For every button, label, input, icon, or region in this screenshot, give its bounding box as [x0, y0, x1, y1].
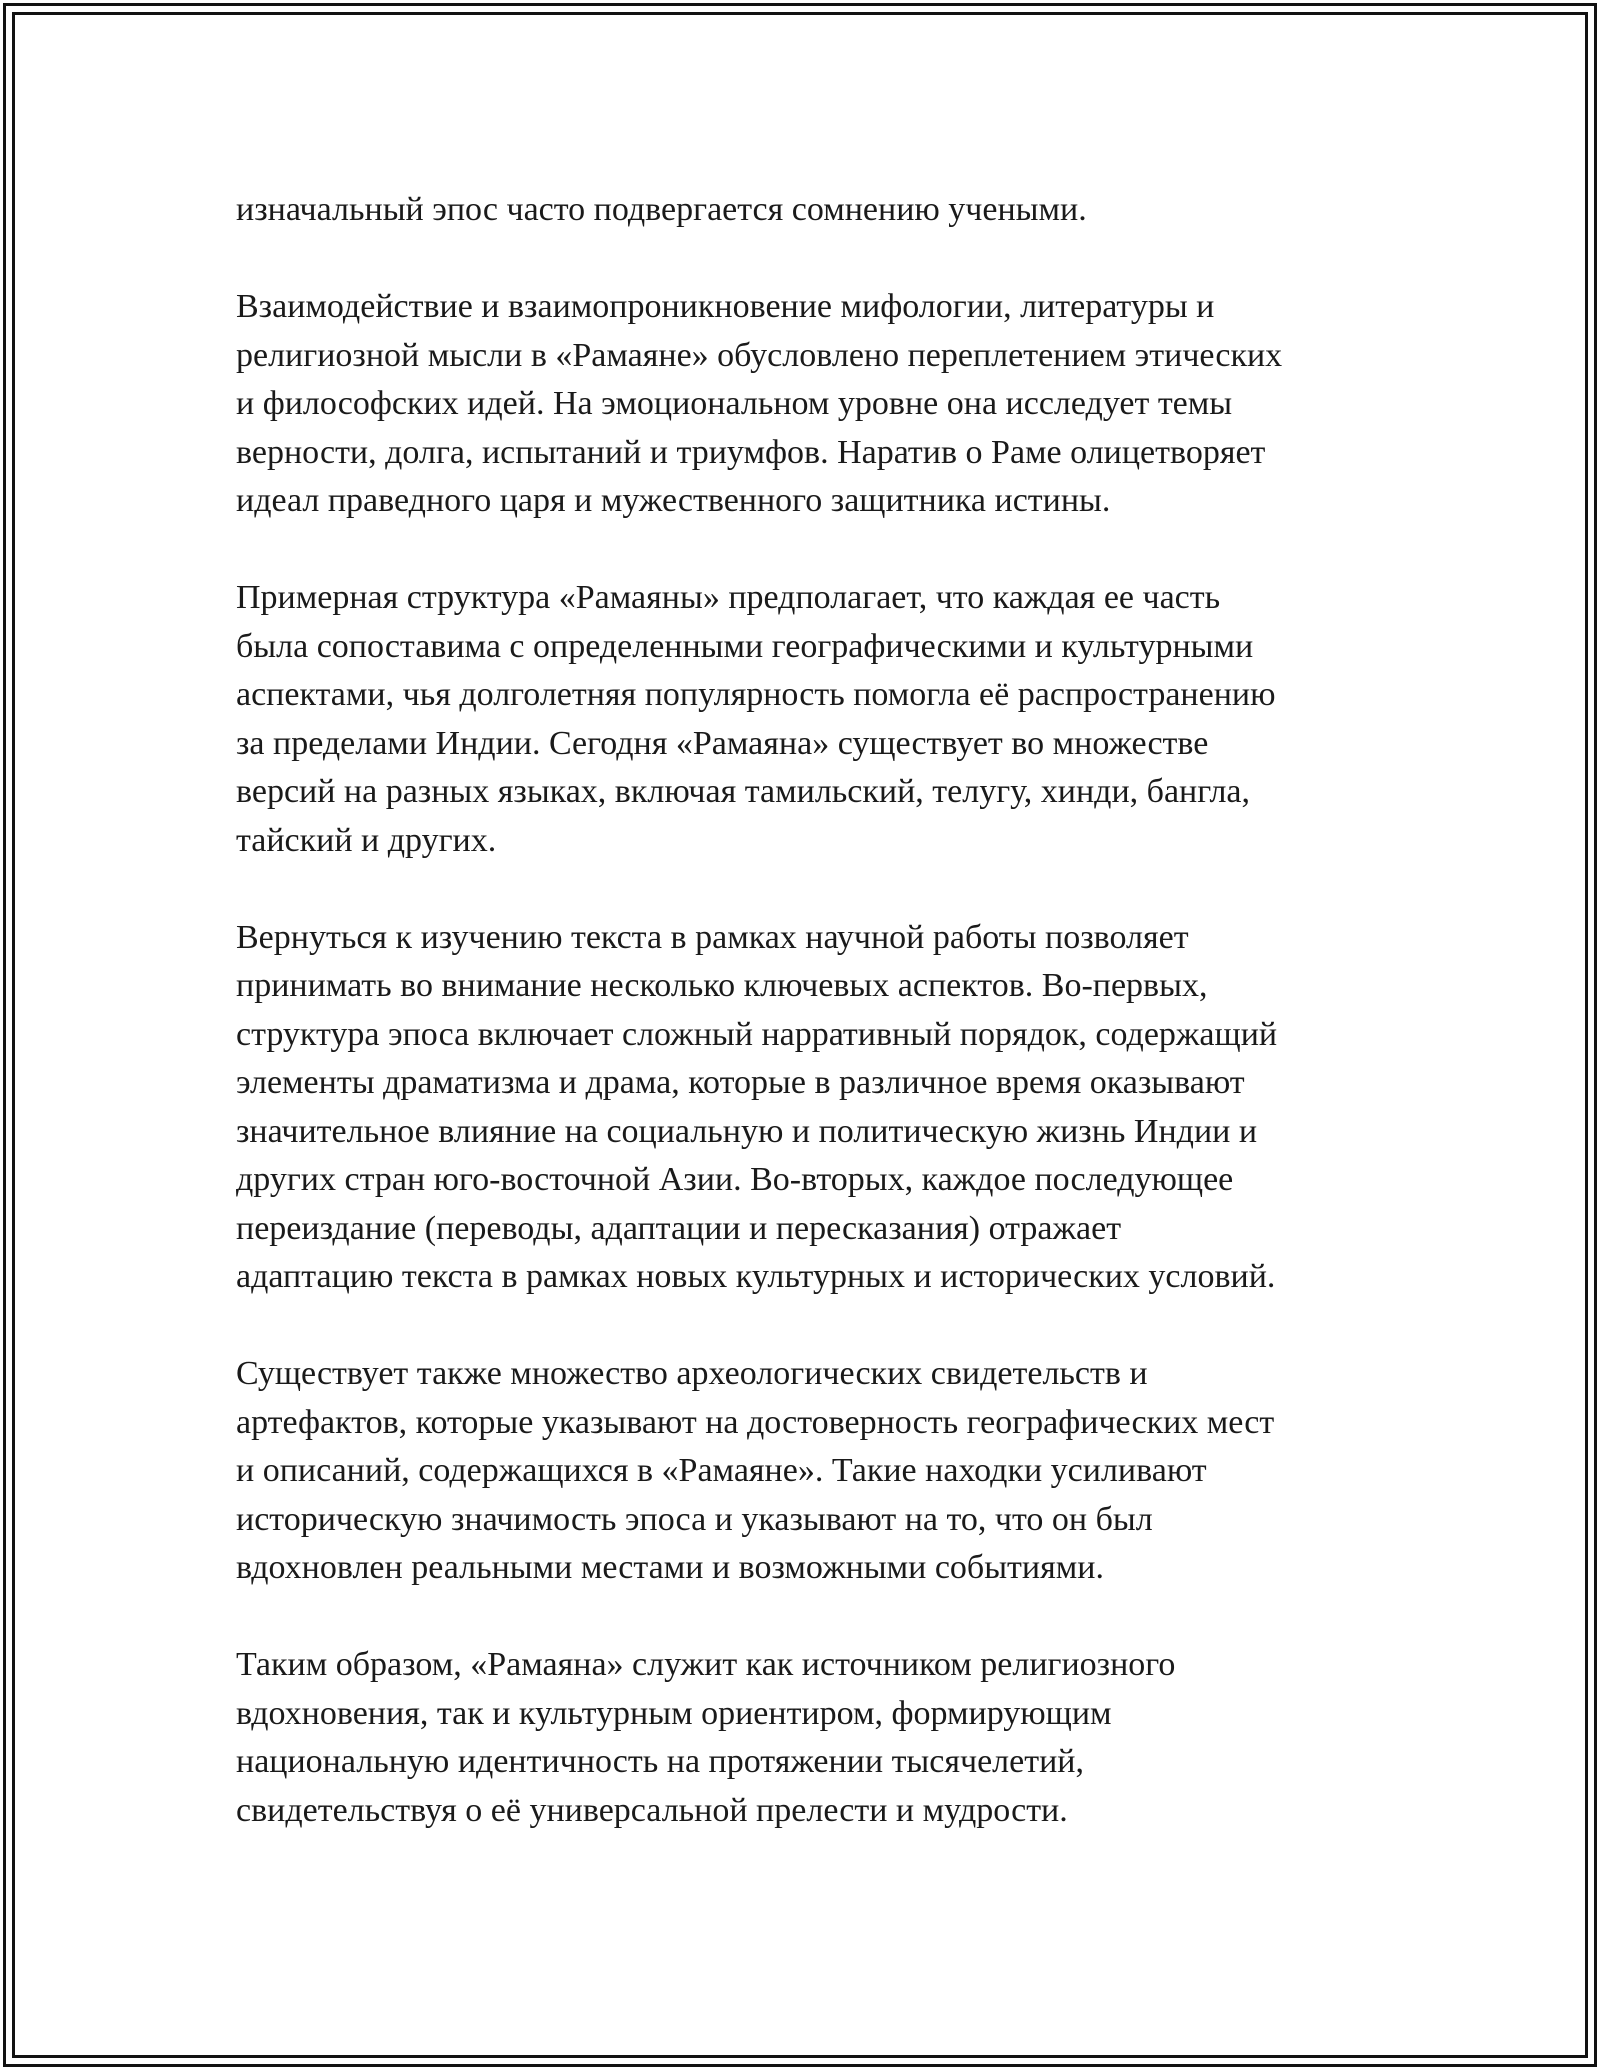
text-line: других стран юго-восточной Азии. Во-вторых, каждое последующее: [236, 1161, 1234, 1198]
text-line: за пределами Индии. Сегодня «Рамаяна» существует во множестве: [236, 724, 1209, 762]
document-body: [236, 186, 1396, 1884]
text-line: Таким образом, «Рамаяна» служит как источником религиозного: [236, 1646, 1176, 1683]
text-line: верности, долга, испытаний и триумфов. Наратив о Раме олицетворяет: [236, 433, 1266, 471]
paragraph: [236, 186, 1396, 235]
paragraph: [236, 574, 1396, 865]
text-line: вдохновения, так и культурным ориентиром, формирующим: [236, 1694, 1112, 1732]
text-line: вдохновлен реальными местами и возможными событиями.: [236, 1549, 1104, 1586]
text-line: артефактов, которые указывают на достоверность географических мест: [236, 1403, 1275, 1441]
text-line: религиозной мысли в «Рамаяне» обусловлено переплетением этических: [236, 336, 1283, 374]
paragraph: [236, 283, 1396, 526]
text-line: аспектами, чья долголетняя популярность помогла её распространению: [236, 676, 1276, 713]
text-line: свидетельствуя о её универсальной прелести и мудрости.: [236, 1791, 1068, 1829]
text-line: идеал праведного царя и мужественного защитника истины.: [236, 482, 1111, 519]
text-line: Вернуться к изучению текста в рамках научной работы позволяет: [236, 918, 1189, 956]
paragraph: [236, 914, 1396, 1302]
text-line: и философских идей. На эмоциональном уровне она исследует темы: [236, 385, 1233, 422]
paragraph: [236, 1350, 1396, 1593]
text-line: была сопоставима с определенными географическими и культурными: [236, 627, 1254, 665]
text-line: Примерная структура «Рамаяны» предполагает, что каждая ее часть: [236, 579, 1221, 616]
text-line: принимать во внимание несколько ключевых аспектов. Во-первых,: [236, 967, 1208, 1004]
text-line: структура эпоса включает сложный нарративный порядок, содержащий: [236, 1015, 1278, 1053]
text-line: тайский и других.: [236, 821, 497, 859]
text-line: версий на разных языках, включая тамильский, телугу, хинди, бангла,: [236, 773, 1251, 810]
paragraph: [236, 1641, 1396, 1835]
text-line: изначальный эпос часто подвергается сомнению учеными.: [236, 191, 1087, 228]
text-line: Взаимодействие и взаимопроникновение мифологии, литературы и: [236, 288, 1215, 325]
text-line: адаптацию текста в рамках новых культурных и исторических условий.: [236, 1258, 1276, 1295]
text-line: Существует также множество археологических свидетельств и: [236, 1355, 1148, 1392]
text-line: национальную идентичность на протяжении тысячелетий,: [236, 1743, 1084, 1780]
text-line: значительное влияние на социальную и политическую жизнь Индии и: [236, 1112, 1258, 1150]
text-line: историческую значимость эпоса и указывают на то, что он был: [236, 1500, 1153, 1538]
text-line: элементы драматизма и драма, которые в различное время оказывают: [236, 1064, 1245, 1101]
text-line: и описаний, содержащихся в «Рамаяне». Такие находки усиливают: [236, 1452, 1207, 1489]
text-line: переиздание (переводы, адаптации и пересказания) отражает: [236, 1209, 1122, 1247]
